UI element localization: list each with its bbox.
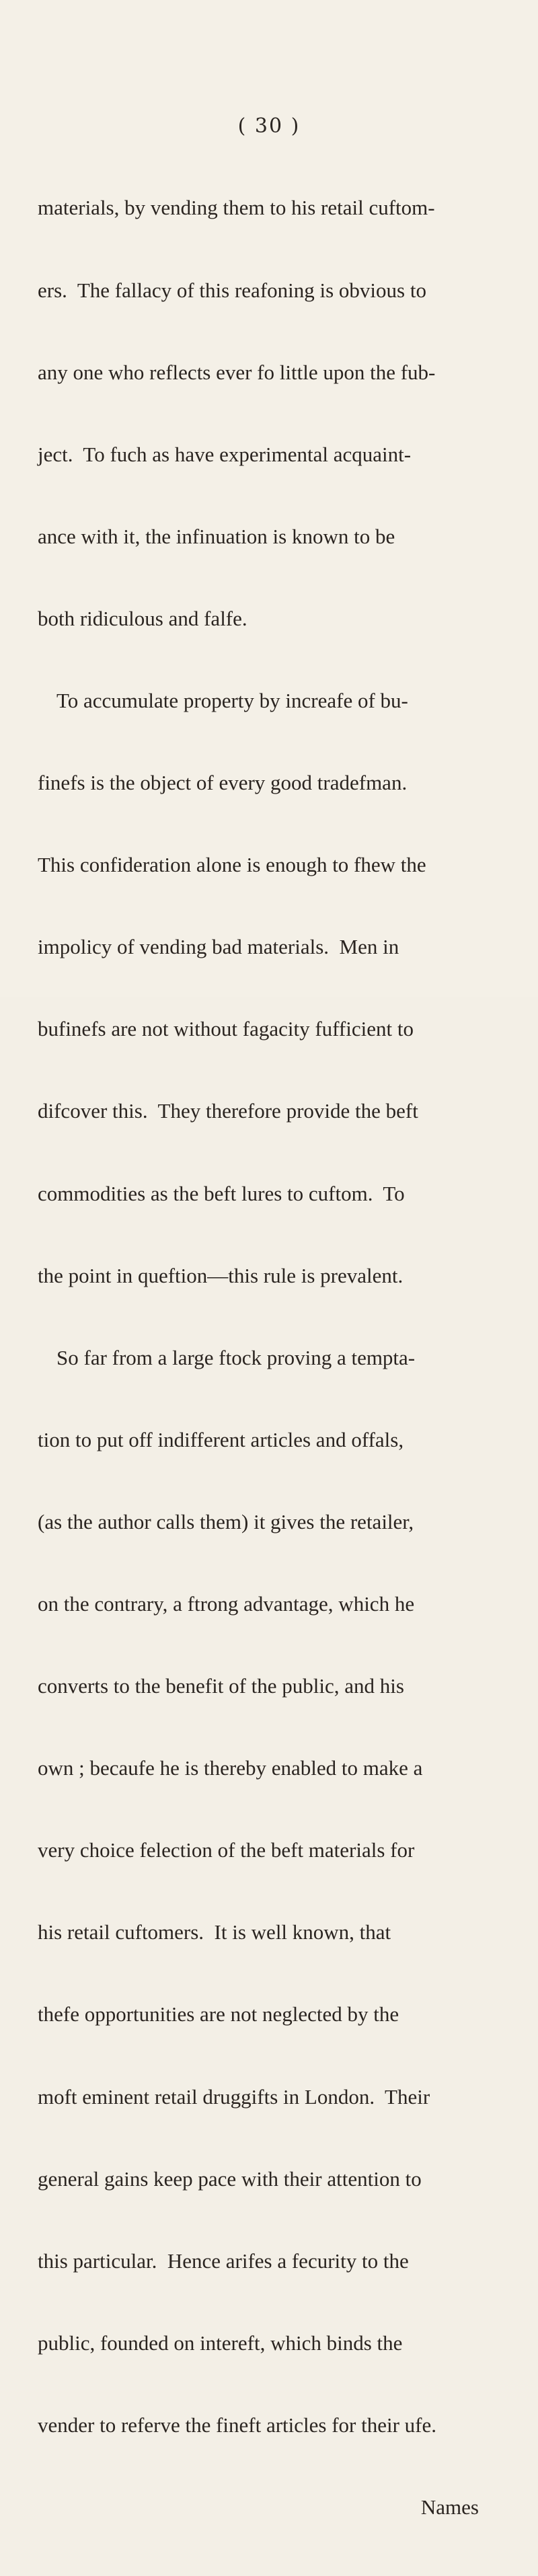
text-line: ject. To fuch as have experimental acquaint- (38, 442, 412, 466)
text-line: difcover this. They therefore provide the beft (38, 1099, 418, 1123)
text-line: finefs is the object of every good tradefman. (38, 771, 408, 795)
text-line: (as the author calls them) it gives the retailer, (38, 1509, 414, 1533)
text-line: on the contrary, a ftrong advantage, which he (38, 1592, 415, 1616)
text-line: thefe opportunities are not neglected by the (38, 2002, 399, 2026)
text-line: the point in queftion—this rule is prevalent. (38, 1263, 404, 1287)
text-line: materials, by vending them to his retail cuftom- (38, 196, 435, 220)
text-line: So far from a large ftock proving a tempta- (56, 1345, 416, 1369)
text-line: tion to put off indifferent articles and offals, (38, 1427, 404, 1451)
text-line: impolicy of vending bad materials. Men in (38, 935, 399, 959)
text-line: To accumulate property by increafe of bu- (56, 688, 408, 712)
page-number: ( 30 ) (237, 114, 301, 138)
text-line: own ; becaufe he is thereby enabled to make a (38, 1756, 423, 1780)
text-line: converts to the benefit of the public, and his (38, 1674, 404, 1698)
text-line: this particular. Hence arifes a fecurity to the (38, 2248, 409, 2273)
text-line: any one who reflects ever fo little upon the fub- (38, 360, 436, 384)
text-line: public, founded on intereft, which binds the (38, 2331, 403, 2355)
text-line: very choice felection of the beft materials for (38, 1838, 415, 1862)
text-line: both ridiculous and falfe. (38, 606, 247, 630)
text-line: moft eminent retail druggifts in London. Their (38, 2084, 430, 2109)
text-line: general gains keep pace with their attention to (38, 2166, 422, 2191)
text-line: bufinefs are not without fagacity fufficient to (38, 1017, 414, 1041)
text-line: ers. The fallacy of this reafoning is obvious to (38, 278, 426, 302)
catchword: Names (420, 2495, 479, 2520)
body-text (38, 140, 479, 2576)
text-line: commodities as the beft lures to cuftom. To (38, 1181, 405, 1205)
text-line: vender to referve the fineft articles for their ufe. (38, 2413, 436, 2437)
text-line: This confideration alone is enough to fhew the (38, 853, 426, 877)
text-line: his retail cuftomers. It is well known, that (38, 1920, 391, 1944)
text-line: ance with it, the infinuation is known to be (38, 524, 395, 548)
